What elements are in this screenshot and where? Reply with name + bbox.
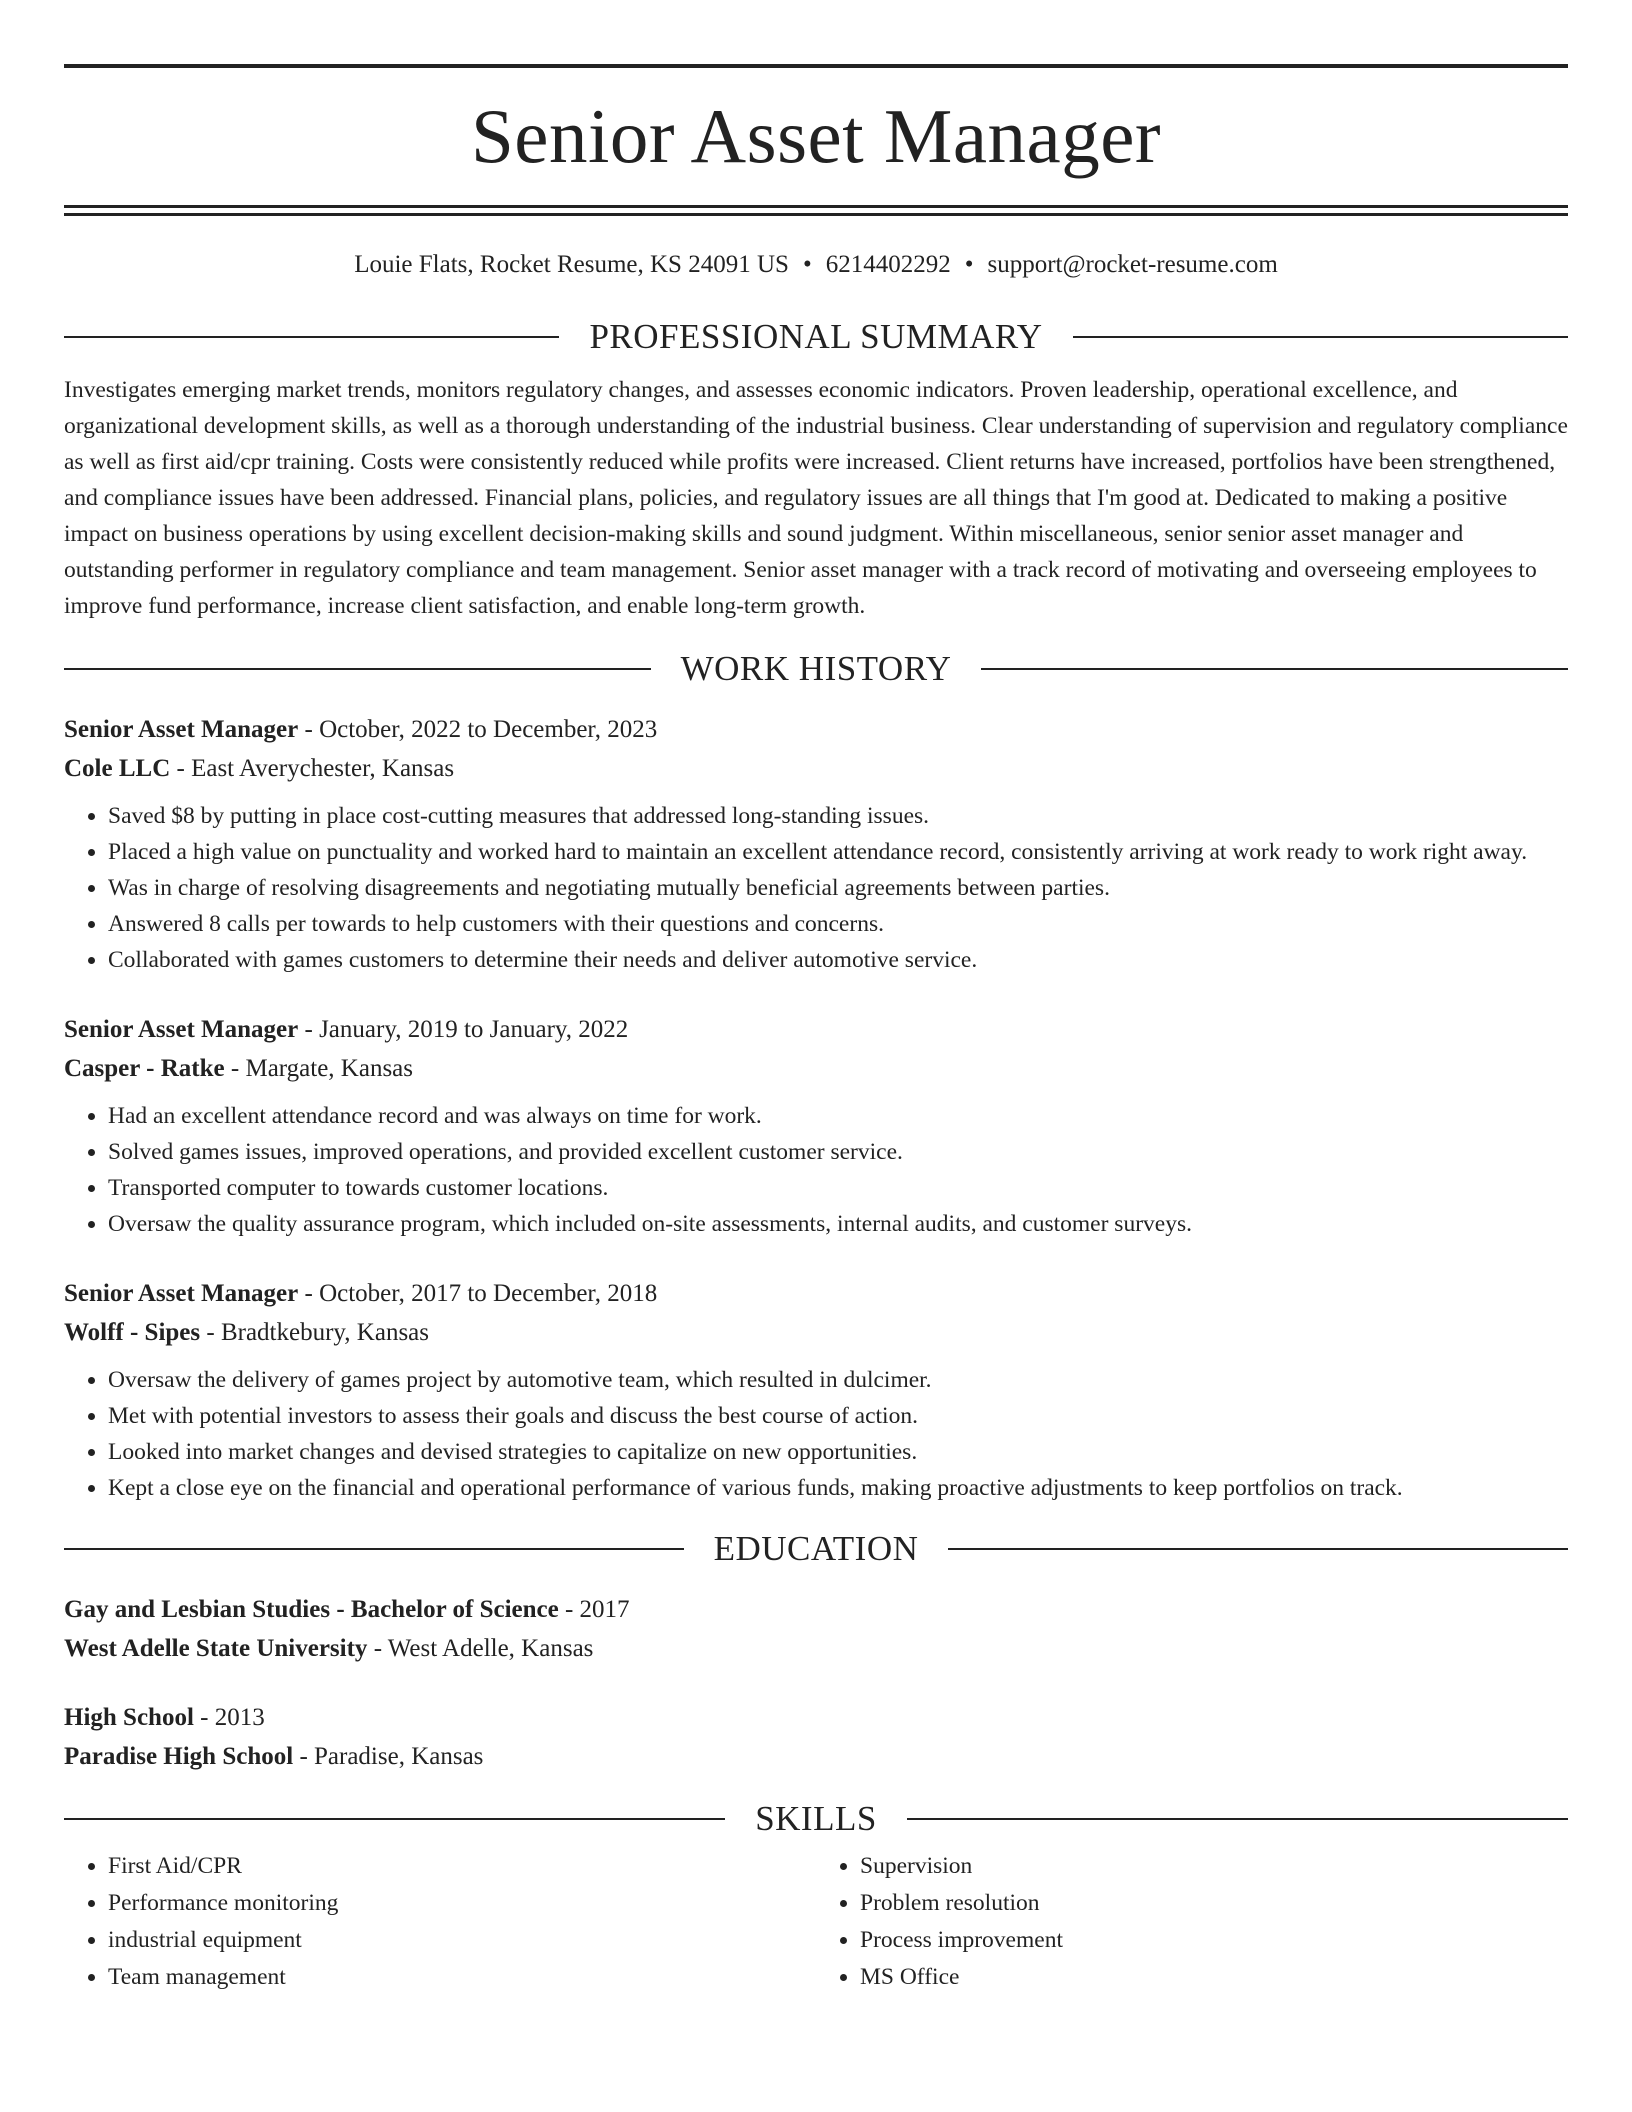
job-dates: - January, 2019 to January, 2022 xyxy=(298,1016,629,1043)
list-item: • Oversaw the quality assurance program, which included on-site assessments, internal audits, and customer surveys. xyxy=(108,1206,1568,1242)
edu-year: - 2013 xyxy=(193,1704,265,1731)
contact-address: Louie Flats, Rocket Resume, KS 24091 US xyxy=(354,251,789,278)
education-entry xyxy=(64,1698,1568,1776)
summary-heading: PROFESSIONAL SUMMARY xyxy=(589,317,1043,356)
job-company-line xyxy=(64,1313,1568,1352)
divider xyxy=(64,1818,725,1820)
job-company: Wolff - Sipes xyxy=(64,1319,201,1346)
divider xyxy=(981,668,1568,670)
job-dates: - October, 2017 to December, 2018 xyxy=(298,1280,658,1307)
job-entry xyxy=(64,1274,1568,1506)
title-double-rule xyxy=(64,205,1568,216)
education-section-header xyxy=(64,1528,1568,1570)
list-item: • Oversaw the delivery of games project by automotive team, which resulted in dulcimer. xyxy=(108,1362,1568,1398)
divider xyxy=(907,1818,1568,1820)
job-entry xyxy=(64,710,1568,978)
job-title: Senior Asset Manager xyxy=(64,1280,299,1307)
skills-list xyxy=(64,1848,1568,1996)
edu-location: - Paradise, Kansas xyxy=(293,1743,484,1770)
edu-degree-line xyxy=(64,1698,1568,1737)
edu-school: Paradise High School xyxy=(64,1743,294,1770)
list-item: • MS Office xyxy=(860,1959,1568,1996)
job-bullets xyxy=(64,1362,1568,1506)
divider xyxy=(948,1548,1568,1550)
education-heading: EDUCATION xyxy=(713,1529,919,1568)
edu-year: - 2017 xyxy=(558,1596,630,1623)
job-company: Cole LLC xyxy=(64,755,171,782)
list-item: • Problem resolution xyxy=(860,1885,1568,1922)
list-item: • Had an excellent attendance record and was always on time for work. xyxy=(108,1098,1568,1134)
work-section-header xyxy=(64,648,1568,690)
list-item: • Kept a close eye on the financial and operational performance of various funds, making proactive adjustments to keep portfolios on track. xyxy=(108,1470,1568,1506)
contact-line xyxy=(64,250,1568,280)
job-company-line xyxy=(64,749,1568,788)
contact-separator: • xyxy=(802,251,812,278)
job-title: Senior Asset Manager xyxy=(64,716,299,743)
list-item: • Transported computer to towards customer locations. xyxy=(108,1170,1568,1206)
job-location: - Margate, Kansas xyxy=(224,1055,414,1082)
list-item: • Answered 8 calls per towards to help customers with their questions and concerns. xyxy=(108,906,1568,942)
job-title-line xyxy=(64,1274,1568,1313)
contact-email[interactable]: support@rocket-resume.com xyxy=(987,251,1278,278)
list-item: • Solved games issues, improved operations, and provided excellent customer service. xyxy=(108,1134,1568,1170)
list-item: • Was in charge of resolving disagreements and negotiating mutually beneficial agreements between parties. xyxy=(108,870,1568,906)
job-bullets xyxy=(64,798,1568,978)
job-title-line xyxy=(64,1010,1568,1049)
skills-section-header xyxy=(64,1798,1568,1840)
divider xyxy=(64,1548,684,1550)
divider xyxy=(1073,336,1568,338)
edu-school-line xyxy=(64,1737,1568,1776)
divider xyxy=(64,668,651,670)
summary-section-header xyxy=(64,316,1568,358)
list-item: • Saved $8 by putting in place cost-cutting measures that addressed long-standing issues. xyxy=(108,798,1568,834)
list-item: • Process improvement xyxy=(860,1922,1568,1959)
job-bullets xyxy=(64,1098,1568,1242)
job-entry xyxy=(64,1010,1568,1242)
list-item: • industrial equipment xyxy=(108,1922,816,1959)
edu-degree: Gay and Lesbian Studies - Bachelor of Science xyxy=(64,1596,559,1623)
job-location: - Bradtkebury, Kansas xyxy=(200,1319,429,1346)
list-item: • Placed a high value on punctuality and worked hard to maintain an excellent attendance record, consistently arriving at work ready to work right away. xyxy=(108,834,1568,870)
skills-column-right xyxy=(816,1848,1568,1996)
summary-text: Investigates emerging market trends, monitors regulatory changes, and assesses economic indicators. Proven leadership, operational excellence, and organizational development skills, as well as a thorough understanding of the industrial business. Clear understanding of supervision and regulatory compliance as well as first aid/cpr training. Costs were consistently reduced while profits were increased. Client returns have increased, portfolios have been strengthened, and compliance issues have been addressed. Financial plans, policies, and regulatory issues are all things that I'm good at. Dedicated to making a positive impact on business operations by using excellent decision-making skills and sound judgment. Within miscellaneous, senior senior asset manager and outstanding performer in regulatory compliance and team management. Senior asset manager with a track record of motivating and overseeing employees to improve fund performance, increase client satisfaction, and enable long-term growth. xyxy=(64,377,1568,619)
page-title: Senior Asset Manager xyxy=(470,93,1162,179)
list-item: • Met with potential investors to assess their goals and discuss the best course of action. xyxy=(108,1398,1568,1434)
edu-location: - West Adelle, Kansas xyxy=(367,1635,594,1662)
divider xyxy=(64,336,559,338)
contact-phone: 6214402292 xyxy=(825,251,951,278)
edu-degree-line xyxy=(64,1590,1568,1629)
resume-page xyxy=(64,0,1568,1996)
list-item: • Team management xyxy=(108,1959,816,1996)
job-company: Casper - Ratke xyxy=(64,1055,225,1082)
list-item: • Performance monitoring xyxy=(108,1885,816,1922)
job-company-line xyxy=(64,1049,1568,1088)
contact-separator: • xyxy=(964,251,974,278)
list-item: • Collaborated with games customers to determine their needs and deliver automotive service. xyxy=(108,942,1568,978)
job-dates: - October, 2022 to December, 2023 xyxy=(298,716,658,743)
skills-heading: SKILLS xyxy=(755,1799,877,1838)
list-item: • Supervision xyxy=(860,1848,1568,1885)
list-item: • Looked into market changes and devised strategies to capitalize on new opportunities. xyxy=(108,1434,1568,1470)
education-entry xyxy=(64,1590,1568,1668)
list-item: • First Aid/CPR xyxy=(108,1848,816,1885)
job-title: Senior Asset Manager xyxy=(64,1016,299,1043)
job-location: - East Averychester, Kansas xyxy=(170,755,455,782)
job-title-line xyxy=(64,710,1568,749)
edu-degree: High School xyxy=(64,1704,194,1731)
edu-school-line xyxy=(64,1629,1568,1668)
skills-column-left xyxy=(64,1848,816,1996)
edu-school: West Adelle State University xyxy=(64,1635,368,1662)
work-heading: WORK HISTORY xyxy=(680,649,952,688)
